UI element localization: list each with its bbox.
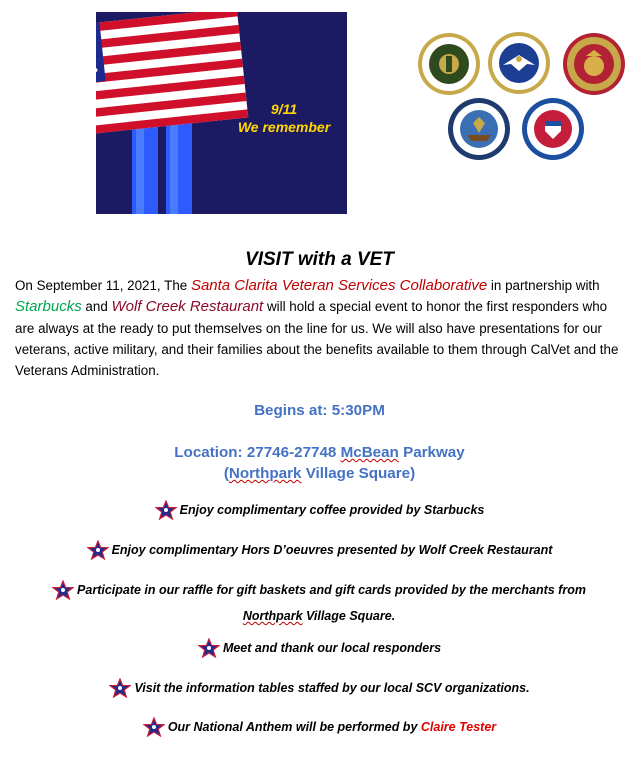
bullet-meet xyxy=(0,638,639,664)
begins-time: Begins at: 5:30PM xyxy=(254,402,385,419)
bullet-raffle-text: Participate in our raffle for gift baskets and gift cards provided by the merchants from xyxy=(77,583,586,597)
bullet-coffee-text: Enjoy complimentary coffee provided by Starbucks xyxy=(179,503,485,517)
location-suffix: Parkway xyxy=(398,444,465,461)
bullet-anthem-text: Our National Anthem will be performed by xyxy=(167,720,421,734)
bullet-raffle-rest: Village Square. xyxy=(302,609,396,623)
intro-text: and xyxy=(81,299,112,315)
bullet-raffle-place: Northpark xyxy=(242,609,303,623)
starbucks-name: Starbucks xyxy=(15,298,82,316)
bullet-hors-text: Enjoy complimentary Hors D’oeuvres presented by Wolf Creek Restaurant xyxy=(111,543,553,557)
banner-date: 9/11 xyxy=(270,101,298,117)
location-open-paren: ( xyxy=(223,465,229,482)
remembrance-banner xyxy=(96,12,347,214)
wolf-creek-name: Wolf Creek Restaurant xyxy=(111,298,264,316)
bullet-tables xyxy=(0,678,639,704)
banner-caption: We remember xyxy=(237,119,331,135)
patriotic-star-icon xyxy=(143,717,165,743)
intro-text: will hold a special event to honor the first responders who are always at the ready to put themselves on the line for us. We will also have presentations for our veterans, active military, and their families about the benefits available to them through CalVet and the Veterans Administration. xyxy=(15,299,619,379)
location-place xyxy=(0,463,639,484)
bullet-anthem xyxy=(0,717,639,743)
bullet-raffle xyxy=(24,580,614,626)
air-force-seal xyxy=(487,31,551,95)
bullet-coffee xyxy=(0,500,639,526)
marine-corps-seal xyxy=(562,32,626,96)
bullet-hors xyxy=(0,540,639,566)
page-title: VISIT with a VET xyxy=(245,249,394,270)
patriotic-star-icon xyxy=(52,580,74,606)
patriotic-star-icon xyxy=(87,540,109,566)
patriotic-star-icon xyxy=(198,638,220,664)
bullet-meet-text: Meet and thank our local responders xyxy=(222,641,442,655)
intro-text: On September 11, 2021, The xyxy=(15,278,191,293)
intro-paragraph xyxy=(15,275,627,381)
bullet-tables-text: Visit the information tables staffed by our local SCV organizations. xyxy=(134,681,530,695)
patriotic-star-icon xyxy=(155,500,177,526)
location-prefix: Location: 27746-27748 xyxy=(174,444,341,461)
location-place-rest: Village Square) xyxy=(301,465,416,482)
navy-seal xyxy=(447,97,511,161)
army-seal xyxy=(417,32,481,96)
performer-name: Claire Tester xyxy=(420,720,497,734)
intro-text: in partnership with xyxy=(487,278,600,293)
location-place-name: Northpark xyxy=(228,465,302,482)
coast-guard-seal xyxy=(521,97,585,161)
patriotic-star-icon xyxy=(109,678,131,704)
location-street: McBean xyxy=(340,444,399,461)
organization-name: Santa Clarita Veteran Services Collaborative xyxy=(190,277,488,294)
location-line xyxy=(0,442,639,463)
